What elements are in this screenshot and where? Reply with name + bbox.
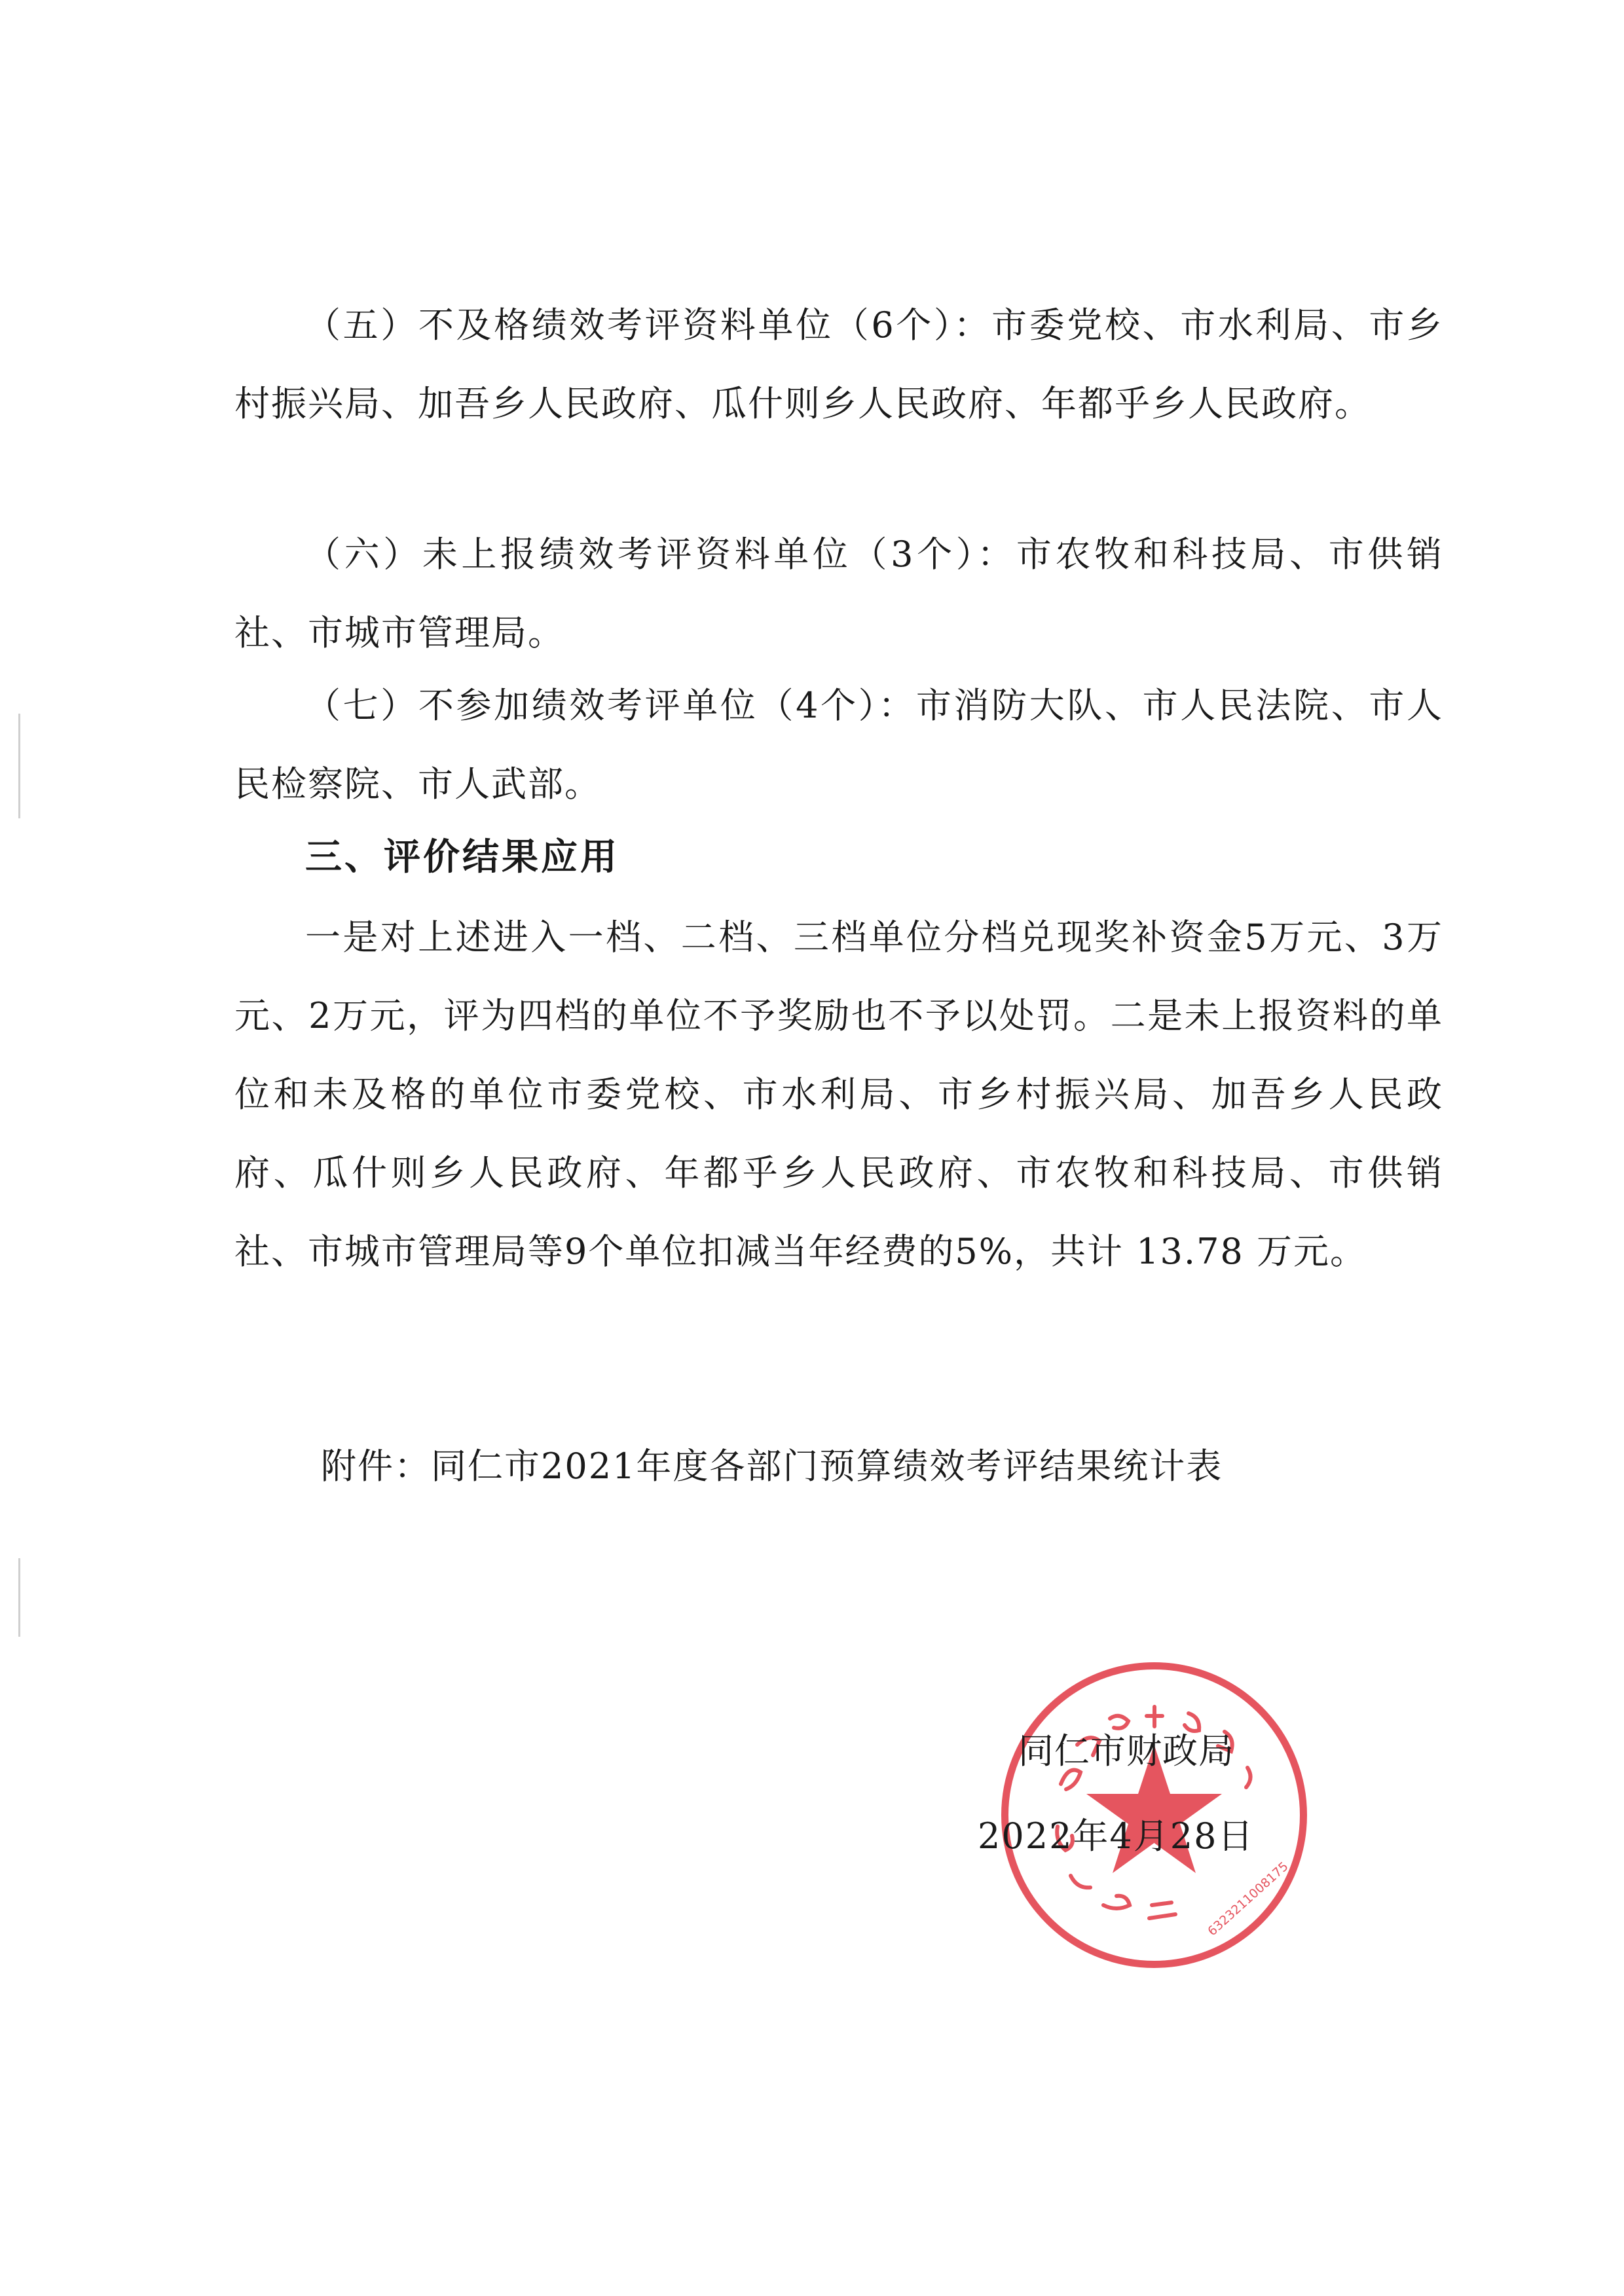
paragraph-results-application: 一是对上述进入一档、二档、三档单位分档兑现奖补资金5万元、3万元、2万元，评为四档的单位不予奖励也不予以处罚。二是未上报资料的单位和未及格的单位市委党校、市水利局、市乡村振兴局、加吾乡人民政府、瓜什则乡人民政府、年都乎乡人民政府、市农牧和科技局、市供销社、市城市管理局等9个单位扣减当年经费的5%，共计 13.78 万元。 xyxy=(234,917,1443,1272)
signature-date: 2022年4月28日 xyxy=(978,1815,1255,1857)
attachment-line: 附件：同仁市2021年度各部门预算绩效考评结果统计表 xyxy=(321,1446,1223,1487)
paragraph-failed-units: （五）不及格绩效考评资料单位（6个）：市委党校、市水利局、市乡村振兴局、加吾乡人民政府、瓜什则乡人民政府、年都乎乡人民政府。 xyxy=(234,304,1443,424)
seal-code: 6323211008175 xyxy=(1205,1859,1291,1939)
scan-edge-mark xyxy=(18,1558,20,1637)
section-heading: 三、评价结果应用 xyxy=(305,836,619,879)
paragraph-unreported-units: （六）未上报绩效考评资料单位（3个）：市农牧和科技局、市供销社、市城市管理局。 xyxy=(234,534,1443,653)
paragraph-nonparticipating-units: （七）不参加绩效考评单位（4个）：市消防大队、市人民法院、市人民检察院、市人武部。 xyxy=(234,685,1443,805)
signature-organization: 同仁市财政局 xyxy=(1018,1730,1234,1772)
scan-edge-mark xyxy=(18,714,20,818)
